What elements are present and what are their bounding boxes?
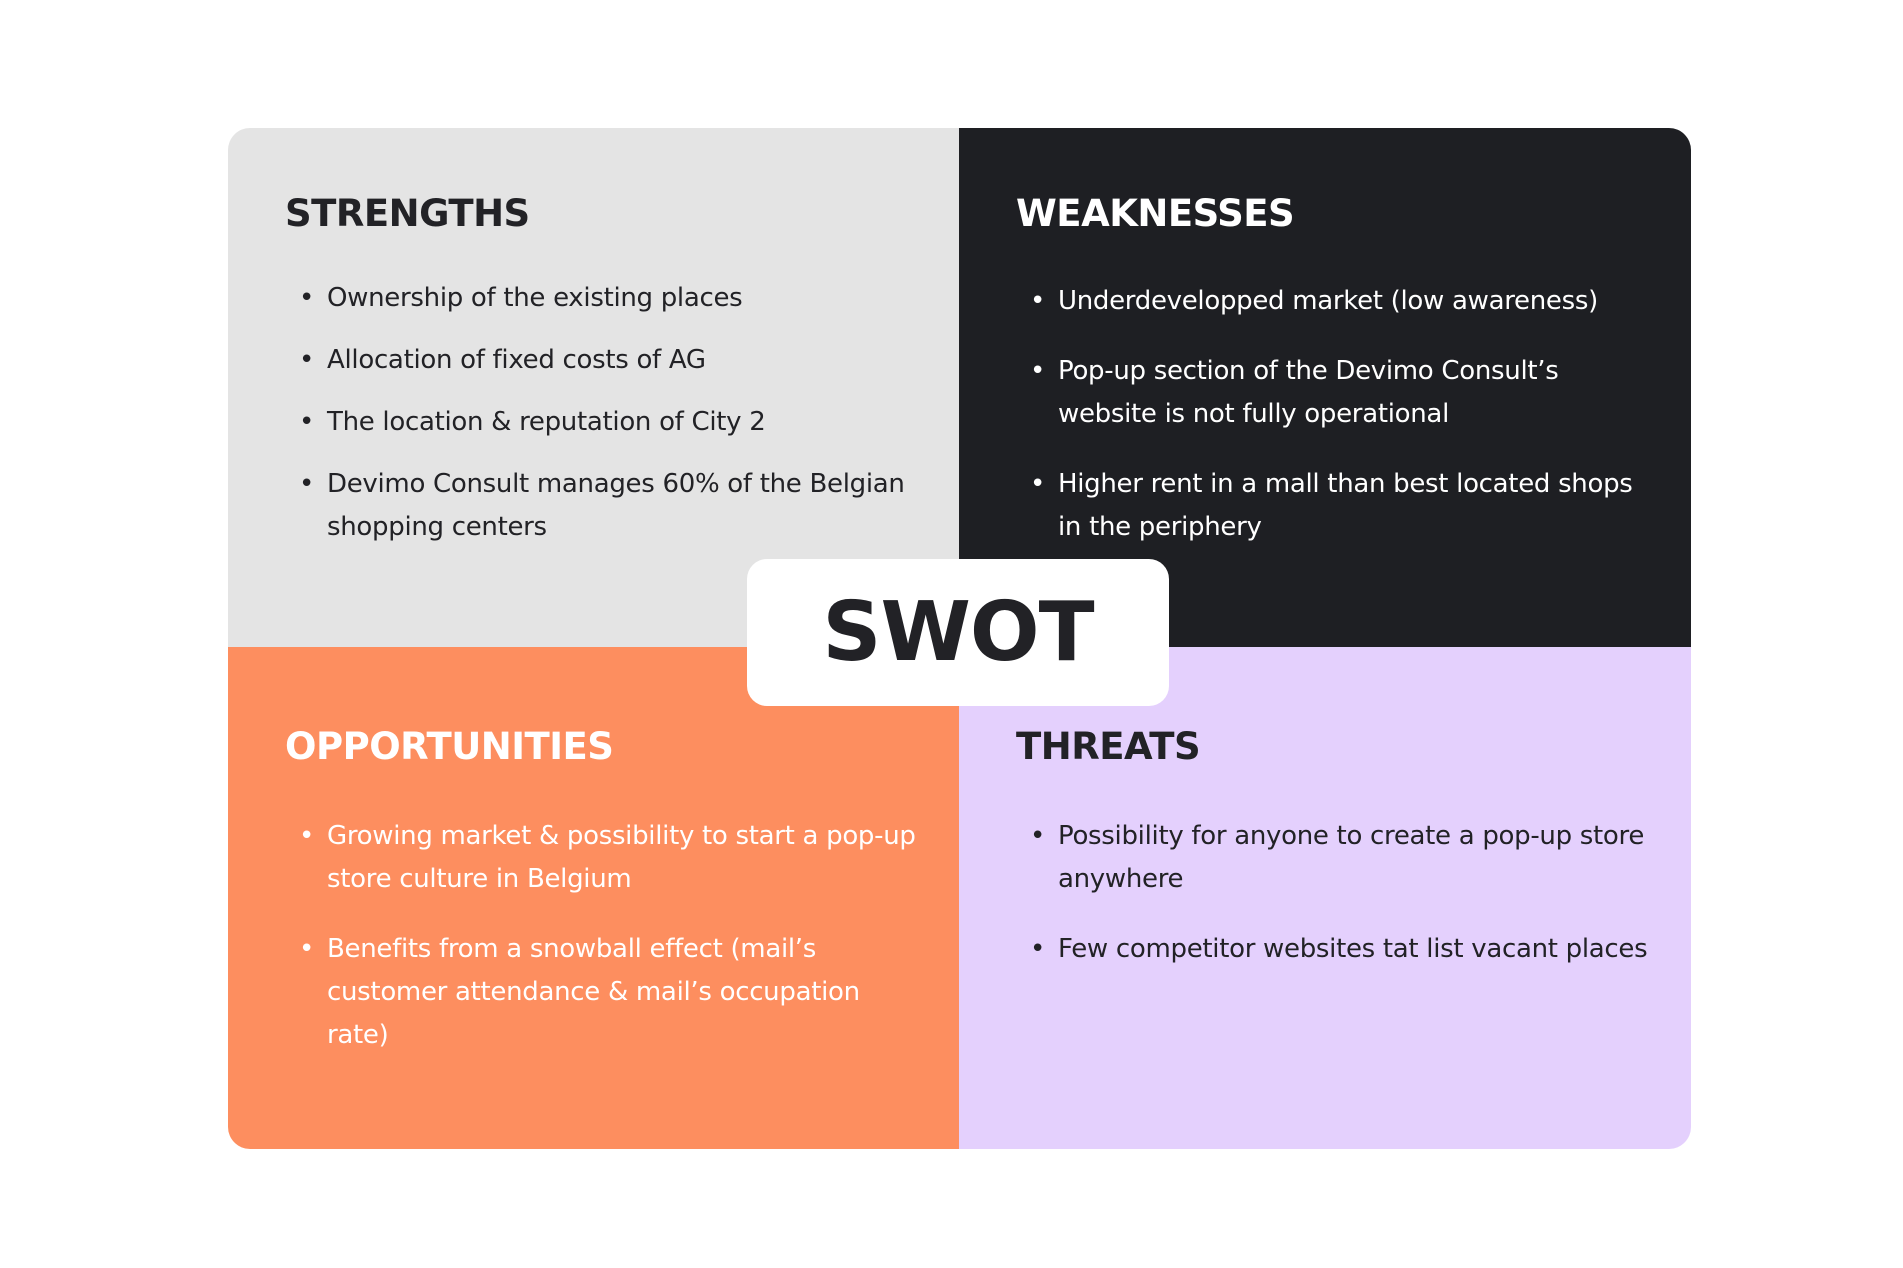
- list-item: [285, 277, 919, 320]
- threats-title: THREATS: [1016, 725, 1201, 768]
- list-item: [285, 928, 919, 1057]
- threats-list: [1016, 815, 1651, 998]
- bullet-icon: •: [299, 283, 315, 313]
- list-item-text: Growing market & possibility to start a pop-up store culture in Belgium: [327, 821, 916, 894]
- bullet-icon: •: [1030, 469, 1046, 499]
- list-item-text: Benefits from a snowball effect (mail’s customer attendance & mail’s occupation rate): [327, 934, 860, 1050]
- strengths-list: [285, 277, 919, 568]
- list-item-text: Few competitor websites tat list vacant places: [1058, 934, 1648, 964]
- list-item-text: Ownership of the existing places: [327, 283, 743, 313]
- bullet-icon: •: [1030, 821, 1046, 851]
- list-item: [285, 815, 919, 901]
- opportunities-list: [285, 815, 919, 1084]
- opportunities-title: OPPORTUNITIES: [285, 725, 614, 768]
- opportunities-quadrant: [228, 647, 959, 1149]
- list-item-text: Higher rent in a mall than best located shops in the periphery: [1058, 469, 1633, 542]
- list-item: [285, 401, 919, 444]
- bullet-icon: •: [1030, 286, 1046, 316]
- swot-center-badge: [747, 559, 1169, 706]
- list-item-text: Pop-up section of the Devimo Consult’s website is not fully operational: [1058, 356, 1559, 429]
- list-item: [1016, 928, 1651, 971]
- bullet-icon: •: [1030, 934, 1046, 964]
- bullet-icon: •: [299, 821, 315, 851]
- list-item: [1016, 350, 1651, 436]
- list-item-text: Devimo Consult manages 60% of the Belgian shopping centers: [327, 469, 905, 542]
- list-item: [1016, 280, 1651, 323]
- bullet-icon: •: [299, 469, 315, 499]
- list-item-text: Underdevelopped market (low awareness): [1058, 286, 1598, 316]
- strengths-title: STRENGTHS: [285, 192, 530, 235]
- bullet-icon: •: [299, 407, 315, 437]
- swot-center-label: SWOT: [822, 585, 1094, 680]
- threats-quadrant: [959, 647, 1691, 1149]
- list-item-text: Allocation of fixed costs of AG: [327, 345, 706, 375]
- list-item: [285, 339, 919, 382]
- list-item: [285, 463, 919, 549]
- list-item-text: Possibility for anyone to create a pop-up store anywhere: [1058, 821, 1645, 894]
- list-item-text: The location & reputation of City 2: [327, 407, 766, 437]
- list-item: [1016, 463, 1651, 549]
- weaknesses-title: WEAKNESSES: [1016, 192, 1295, 235]
- bullet-icon: •: [1030, 356, 1046, 386]
- list-item: [1016, 815, 1651, 901]
- weaknesses-list: [1016, 280, 1651, 576]
- bullet-icon: •: [299, 345, 315, 375]
- bullet-icon: •: [299, 934, 315, 964]
